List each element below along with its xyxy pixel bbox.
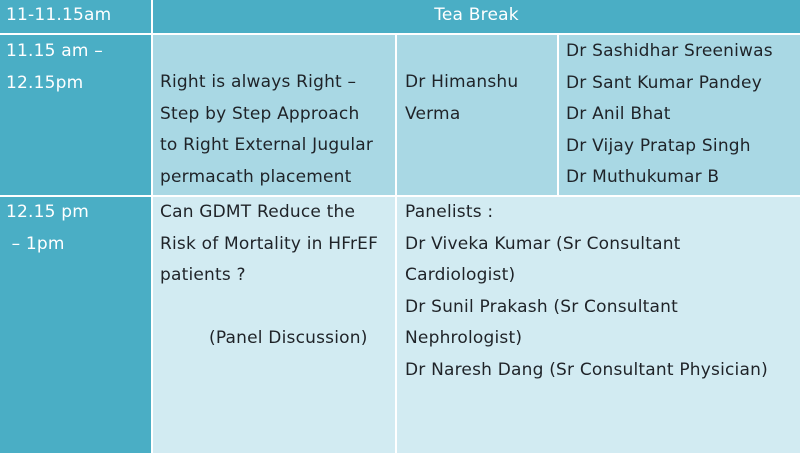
panelist-line: Cardiologist): [405, 265, 516, 285]
panelist-line: Dr Sunil Prakash (Sr Consultant: [405, 296, 678, 317]
speaker-line: Verma: [405, 103, 461, 124]
panelists-heading: Panelists :: [405, 202, 494, 222]
speaker-line: Dr Himanshu: [405, 72, 519, 92]
topic-line: Step by Step Approach: [160, 103, 360, 124]
time-cell-session-1: [0, 35, 151, 195]
time-cell-session-2: [0, 197, 151, 453]
time-text: 12.15pm: [6, 72, 84, 93]
time-text: 11-11.15am: [6, 5, 112, 25]
panelist-line: Dr Sant Kumar Pandey: [566, 72, 762, 93]
panel-discussion-note: (Panel Discussion): [209, 327, 368, 348]
panelist-line: Dr Anil Bhat: [566, 104, 671, 124]
panel-cell-session-2: [397, 197, 800, 453]
time-text: 12.15 pm: [6, 202, 90, 222]
topic-line: permacath placement: [160, 166, 352, 187]
topic-cell-session-2: [153, 197, 395, 453]
panelist-line: Dr Vijay Pratap Singh: [566, 135, 751, 156]
speaker-cell-session-1: [397, 35, 557, 195]
topic-cell-session-1: [153, 35, 395, 195]
time-cell-tea-break: [0, 0, 151, 33]
panel-cell-session-1: [559, 35, 800, 195]
panelist-line: Dr Viveka Kumar (Sr Consultant: [405, 233, 681, 254]
topic-line: Can GDMT Reduce the: [160, 202, 356, 222]
time-text: 11.15 am –: [6, 41, 103, 61]
topic-line: patients ?: [160, 265, 246, 285]
panelist-line: Dr Naresh Dang (Sr Consultant Physician): [405, 359, 768, 380]
tea-break-label: Tea Break: [434, 5, 519, 25]
panelist-line: Nephrologist): [405, 328, 523, 348]
tea-break-header: [153, 0, 800, 33]
panelist-line: Dr Muthukumar B: [566, 167, 720, 187]
panelist-line: Dr Sashidhar Sreeniwas: [566, 41, 773, 61]
topic-line: to Right External Jugular: [160, 135, 374, 155]
topic-line: Risk of Mortality in HFrEF: [160, 233, 379, 254]
topic-line: Right is always Right –: [160, 72, 357, 92]
time-text: – 1pm: [6, 233, 65, 254]
